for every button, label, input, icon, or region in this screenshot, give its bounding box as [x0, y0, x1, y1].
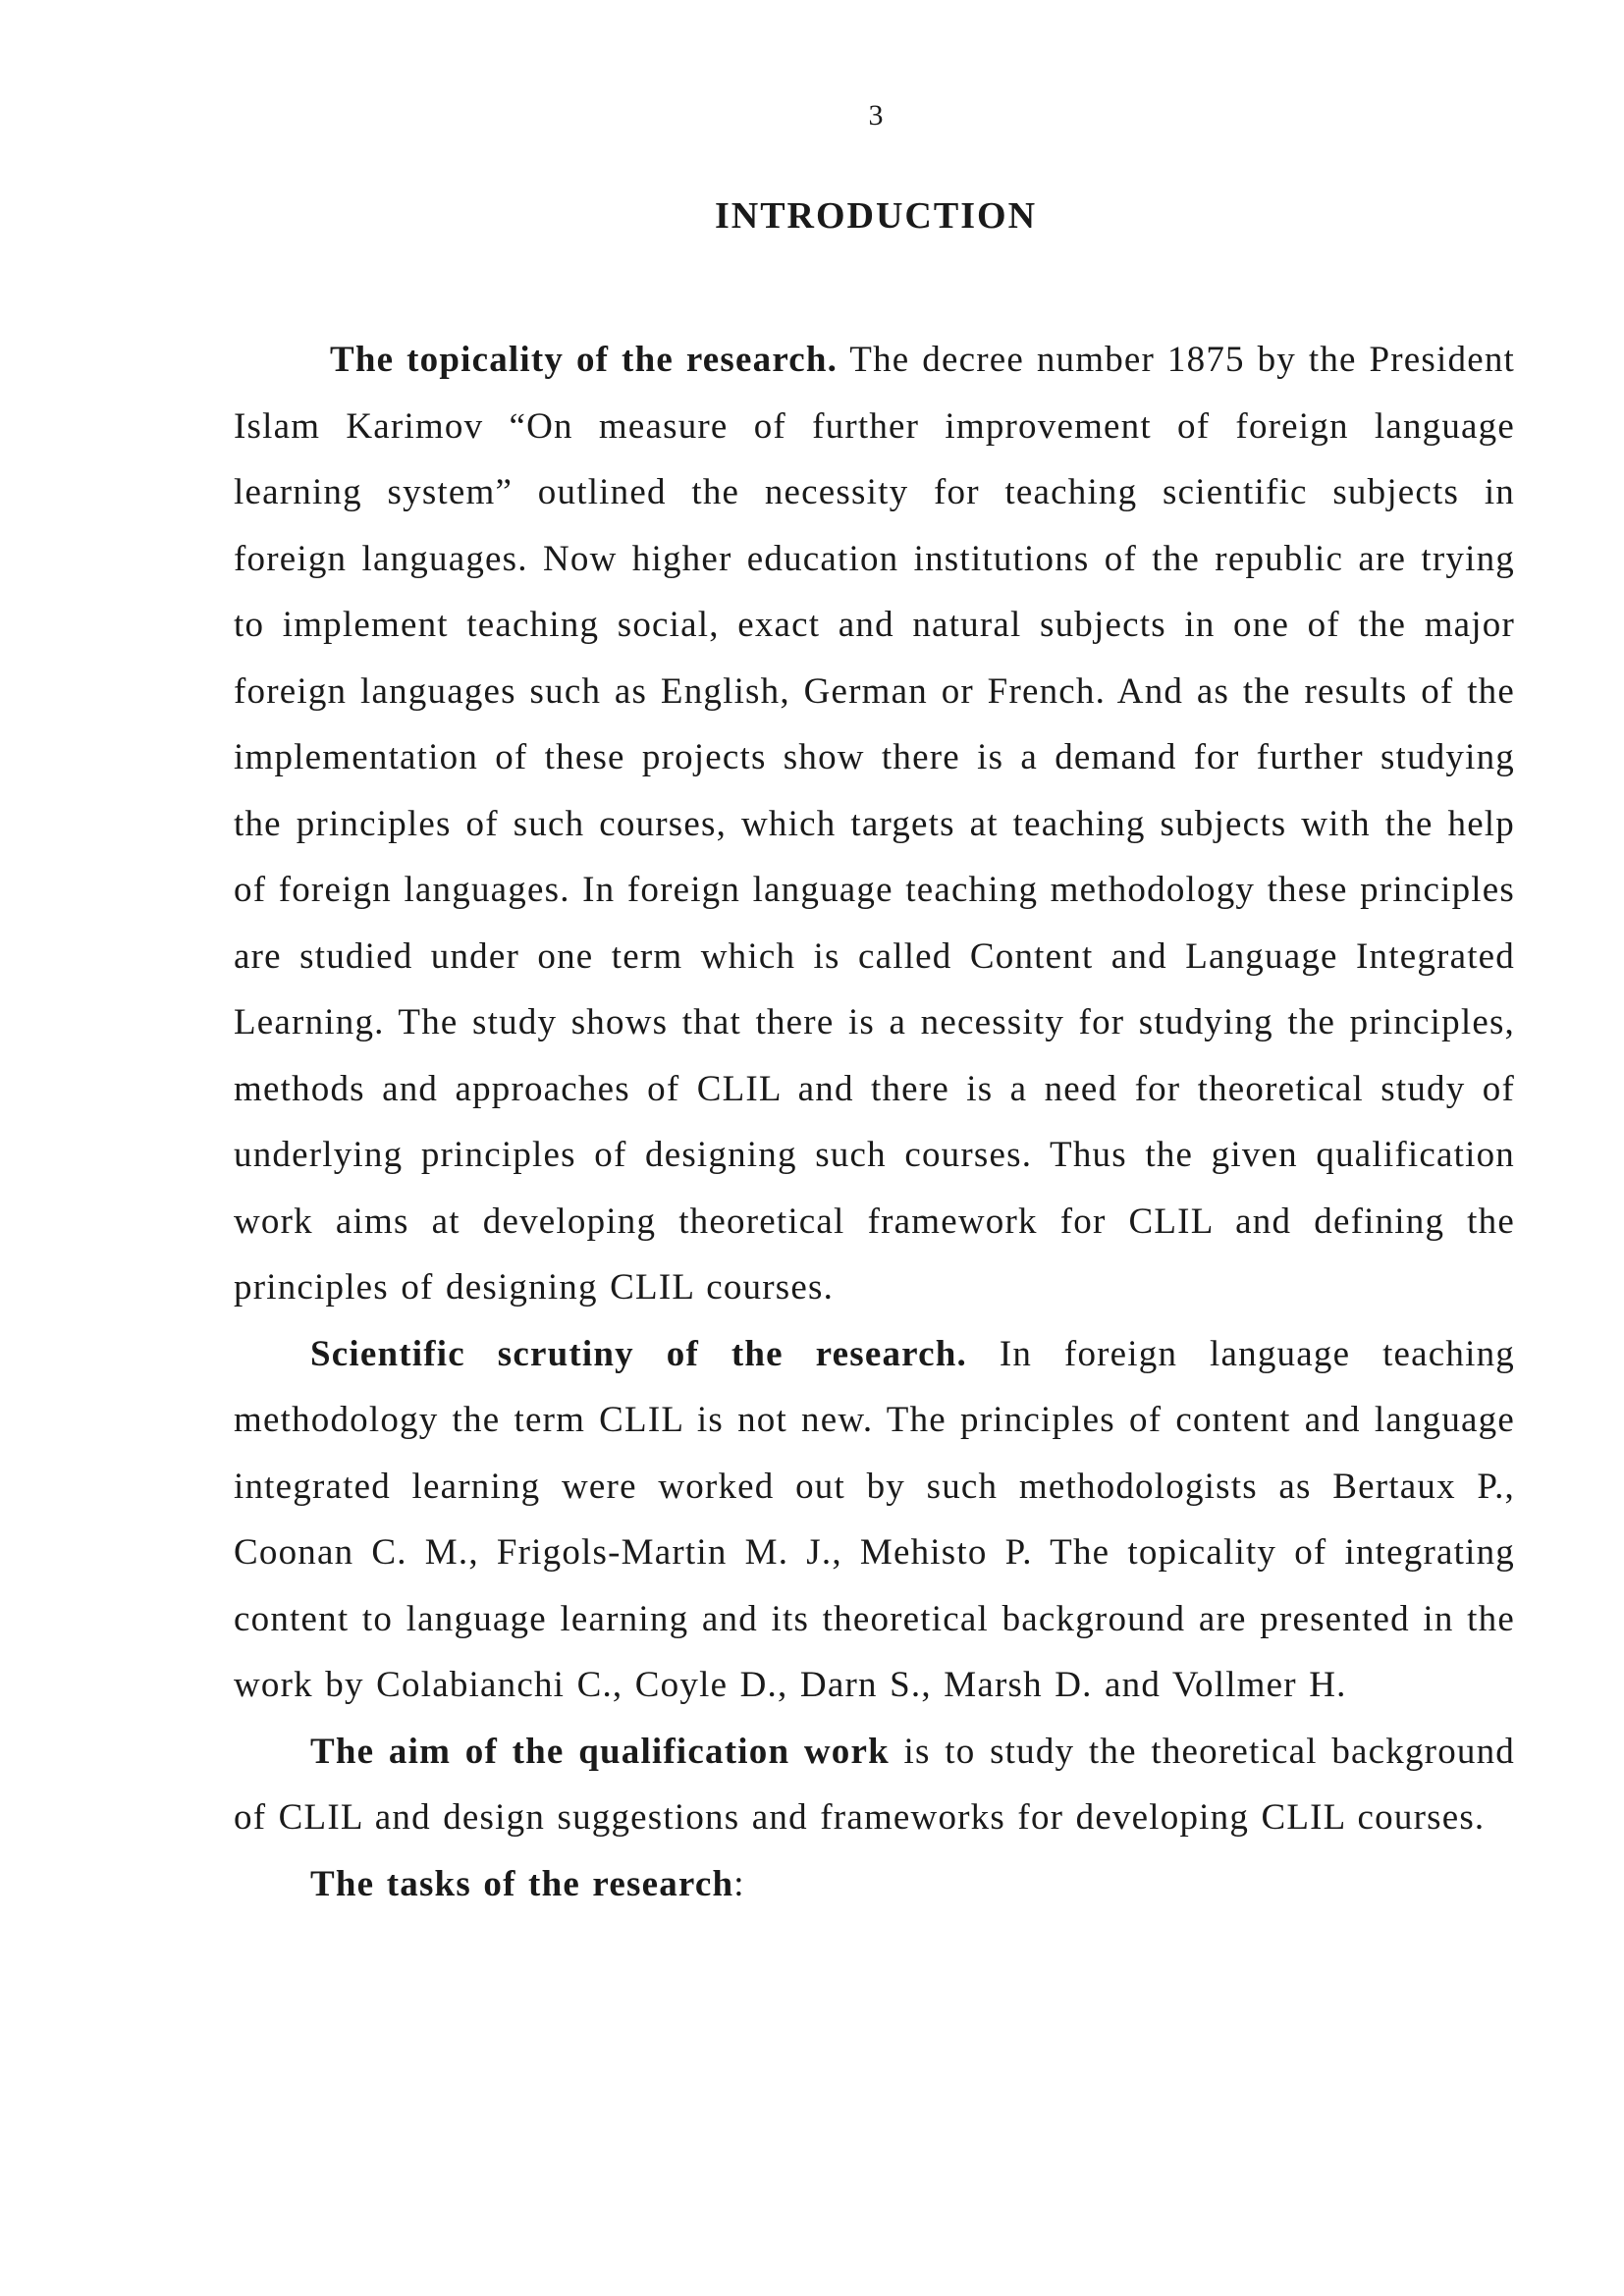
paragraph-aim — [234, 1719, 1515, 1851]
paragraph-text: : — [733, 1863, 745, 1904]
body-text — [234, 327, 1515, 1917]
paragraph-text: The decree number 1875 by the President Islam Karimov “On measure of further improvement of foreign language learning system” outlined the necessity for teaching scientific subjects in foreign languages. Now higher education institutions of the republic are trying to implement teaching social, exact and natural subjects in one of the major foreign languages such as English, German or French. And as the results of the implementation of these projects show there is a demand for further studying the principles of such courses, which targets at teaching subjects with the help of foreign languages. In foreign language teaching methodology these principles are studied under one term which is called Content and Language Integrated Learning. The study shows that there is a necessity for studying the principles, methods and approaches of CLIL and there is a need for theoretical study of underlying principles of designing such courses. Thus the given qualification work aims at developing theoretical framework for CLIL and defining the principles of designing CLIL courses. — [234, 340, 1515, 1308]
paragraph-text: is to study the theoretical background of CLIL and design suggestions and frameworks for developing CLIL courses. — [234, 1731, 1515, 1838]
paragraph-scientific-scrutiny — [234, 1321, 1515, 1719]
paragraph-text: In foreign language teaching methodology the term CLIL is not new. The principles of content and language integrated learning were worked out by such methodologists as Bertaux P., Coonan C. M., Frigols-Martin M. J., Mehisto P. The topicality of integrating content to language learning and its theoretical background are presented in the work by Colabianchi C., Coyle D., Darn S., Marsh D. and Vollmer H. — [234, 1333, 1515, 1705]
page-title: INTRODUCTION — [714, 195, 1038, 237]
page-number: 3 — [868, 99, 884, 132]
paragraph-tasks — [234, 1851, 1515, 1918]
paragraph-heading: Scientific scrutiny of the research. — [310, 1333, 967, 1374]
paragraph-topicality — [234, 327, 1515, 1321]
paragraph-heading: The tasks of the research — [310, 1863, 734, 1904]
paragraph-heading: The topicality of the research. — [330, 340, 839, 380]
paragraph-heading: The aim of the qualification work — [310, 1731, 890, 1772]
